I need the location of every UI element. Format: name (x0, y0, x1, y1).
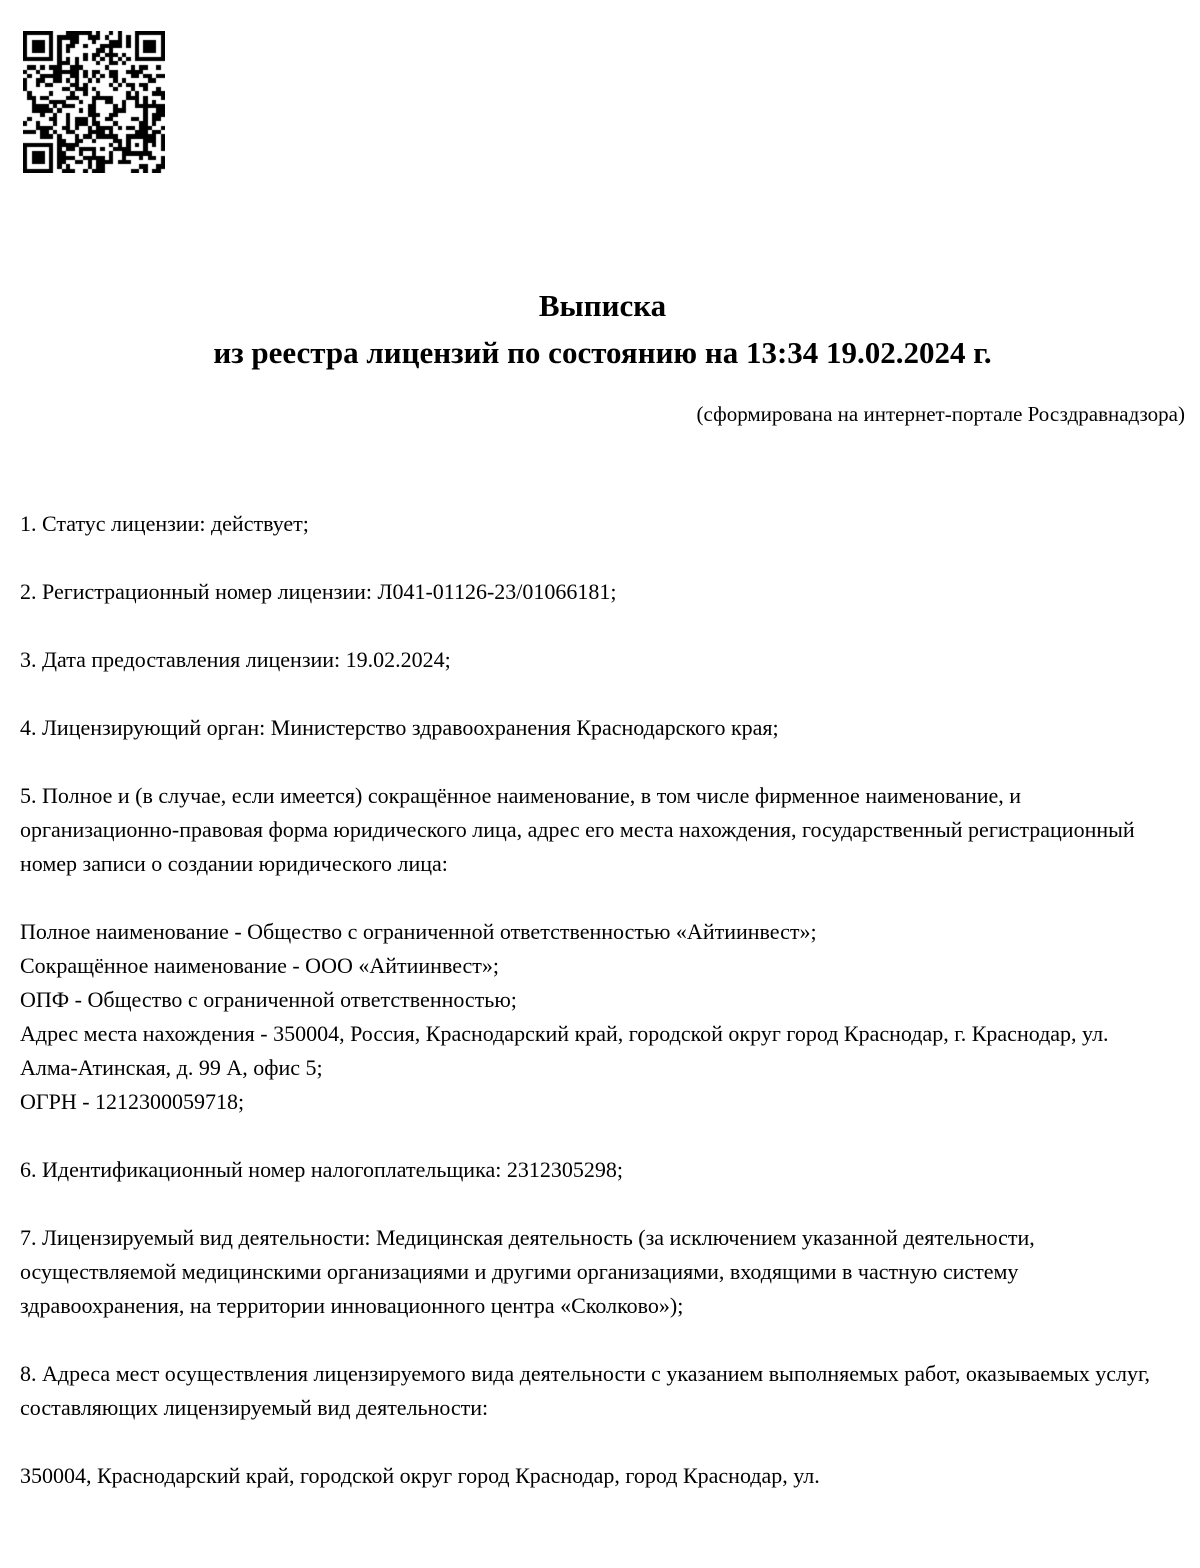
document-content (20, 0, 1185, 1493)
activity-addresses-intro: 8. Адреса мест осуществления лицензируемого вида деятельности с указанием выполняемых работ, оказываемых услуг, составляющих лицензируемый вид деятельности: (20, 1361, 1151, 1420)
grant-date: 3. Дата предоставления лицензии: 19.02.2024; (20, 647, 451, 672)
org-info-intro: 5. Полное и (в случае, если имеется) сокращённое наименование, в том числе фирменное наименование, и организационно-правовая форма юридического лица, адрес его места нахождения, государственный регистрационный номер записи о создании юридического лица: (20, 783, 1135, 876)
activity-address: 350004, Краснодарский край, городской округ город Краснодар, город Краснодар, ул. (20, 1463, 820, 1488)
org-details-block (20, 915, 1155, 1119)
org-ogrn: ОГРН - 1212300059718; (20, 1089, 245, 1114)
source-note: (сформирована на интернет-портале Росздравнадзора) (696, 402, 1185, 426)
org-full-name: Полное наименование - Общество с ограниченной ответственностью «Айтиинвест»; (20, 919, 817, 944)
org-address: Адрес места нахождения - 350004, Россия, Краснодарский край, городской округ город Краснодар, г. Краснодар, ул. Алма-Атинская, д. 99 А, офис 5; (20, 1021, 1109, 1080)
title-line-2: из реестра лицензий по состоянию на 13:34 19.02.2024 г. (213, 335, 992, 370)
licensed-activity: 7. Лицензируемый вид деятельности: Медицинская деятельность (за исключением указанной деятельности, осуществляемой медицинскими организациями и другими организациями, входящими в частную систему здравоохранения, на территории инновационного центра «Сколково»); (20, 1225, 1035, 1318)
org-legal-form: ОПФ - Общество с ограниченной ответственностью; (20, 987, 517, 1012)
org-short-name: Сокращённое наименование - ООО «Айтиинвест»; (20, 953, 500, 978)
title-line-1: Выписка (538, 288, 667, 323)
taxpayer-inn: 6. Идентификационный номер налогоплательщика: 2312305298; (20, 1157, 623, 1182)
registration-number: 2. Регистрационный номер лицензии: Л041-01126-23/01066181; (20, 579, 617, 604)
licensing-authority: 4. Лицензирующий орган: Министерство здравоохранения Краснодарского края; (20, 715, 779, 740)
document-title (20, 282, 1185, 376)
license-status: 1. Статус лицензии: действует; (20, 511, 309, 536)
